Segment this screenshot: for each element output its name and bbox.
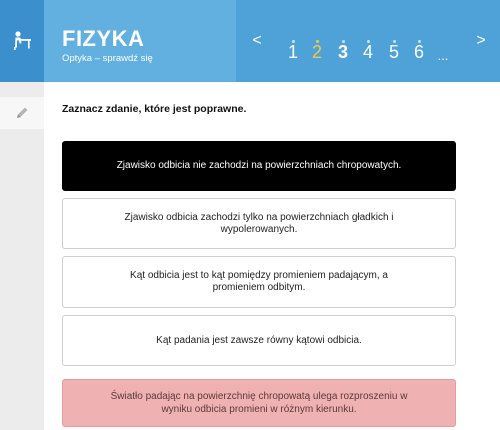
page-label: 4 bbox=[362, 42, 373, 62]
answer-text: Zjawisko odbicia nie zachodzi na powierzchniach chropowatych. bbox=[116, 160, 402, 171]
page-label: 5 bbox=[388, 42, 399, 62]
edit-tool-button[interactable] bbox=[0, 97, 44, 129]
sidebar bbox=[0, 82, 44, 430]
page-label: 6 bbox=[413, 42, 424, 62]
answer-text: Kąt padania jest zawsze równy kątowi odbicia. bbox=[156, 334, 362, 346]
feedback-message bbox=[62, 379, 456, 427]
pencil-icon bbox=[14, 105, 30, 121]
feedback-text: Światło padając na powierzchnię chropowatą ulega rozproszeniu w wyniku odbicia promieni w różnym kierunku. bbox=[110, 391, 408, 415]
answer-text: Kąt odbicia jest to kąt pomiędzy promieniem padającym, a promieniem odbitym. bbox=[130, 270, 388, 293]
prev-page-button[interactable]: < bbox=[252, 32, 262, 49]
question-text: Zaznacz zdanie, które jest poprawne. bbox=[62, 103, 247, 115]
page-subtitle: Optyka – sprawdź się bbox=[62, 53, 153, 64]
page-label: 2 bbox=[311, 42, 322, 62]
page-label: 3 bbox=[337, 42, 348, 62]
student-desk-icon-box bbox=[0, 0, 44, 82]
page-button-1[interactable] bbox=[282, 0, 304, 82]
answer-option-3[interactable] bbox=[62, 256, 456, 308]
answer-text: Zjawisko odbicia zachodzi tylko na powierzchniach gładkich i wypolerowanych. bbox=[124, 211, 394, 235]
page-button-6[interactable] bbox=[408, 0, 430, 82]
page-button-4[interactable] bbox=[357, 0, 379, 82]
more-pages-button[interactable] bbox=[432, 0, 454, 82]
page-label: 1 bbox=[287, 42, 298, 62]
answer-option-1[interactable] bbox=[62, 141, 456, 191]
page-button-2[interactable] bbox=[306, 0, 328, 82]
answer-option-2[interactable] bbox=[62, 198, 456, 249]
next-page-button[interactable]: > bbox=[476, 32, 486, 49]
page-label: ... bbox=[437, 48, 449, 63]
header bbox=[0, 0, 500, 82]
answer-option-4[interactable] bbox=[62, 315, 456, 366]
page-button-3[interactable] bbox=[332, 0, 354, 82]
student-desk-icon bbox=[11, 30, 33, 52]
page-button-5[interactable] bbox=[383, 0, 405, 82]
page-title: FIZYKA bbox=[62, 26, 145, 51]
